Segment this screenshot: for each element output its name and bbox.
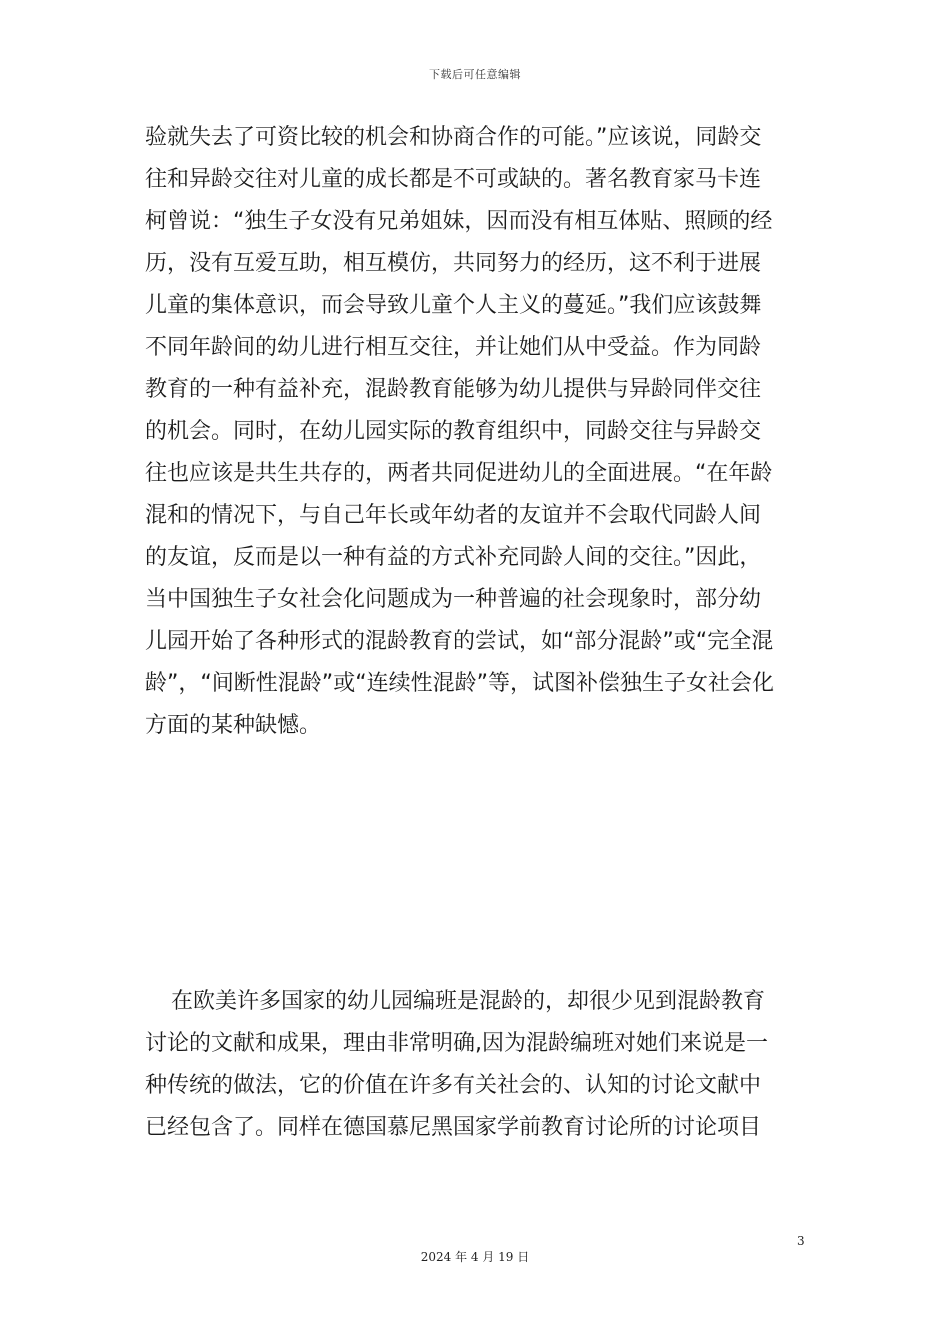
text-line: 龄”，“间断性混龄”或“连续性混龄”等，试图补偿独生子女社会化	[145, 671, 774, 696]
text-line: 历，没有互爱互助，相互模仿，共同努力的经历，这不利于进展	[145, 251, 762, 276]
text-line: 教育的一种有益补充，混龄教育能够为幼儿提供与异龄同伴交往	[145, 377, 762, 402]
text-line: 在欧美许多国家的幼儿园编班是混龄的，却很少见到混龄教育	[171, 989, 766, 1014]
text-line: 儿园开始了各种形式的混龄教育的尝试，如“部分混龄”或“完全混	[145, 629, 774, 654]
text-line: 种传统的做法，它的价值在许多有关社会的、认知的讨论文献中	[145, 1073, 762, 1098]
paragraph-2	[145, 981, 805, 1149]
text-line: 儿童的集体意识，而会导致儿童个人主义的蔓延。”我们应该鼓舞	[145, 293, 762, 318]
text-line: 往和异龄交往对儿童的成长都是不可或缺的。著名教育家马卡连	[145, 167, 762, 192]
text-line: 混和的情况下，与自己年长或年幼者的友谊并不会取代同龄人间	[145, 503, 762, 528]
page-number: 3	[797, 1234, 805, 1248]
text-line: 方面的某种缺憾。	[145, 713, 322, 738]
text-line: 柯曾说：“独生子女没有兄弟姐妹，因而没有相互体贴、照顾的经	[145, 209, 773, 234]
page-header: 下载后可任意编辑	[429, 68, 521, 81]
page-footer-date: 2024 年 4 月 19 日	[420, 1250, 530, 1264]
text-line: 的机会。同时，在幼儿园实际的教育组织中，同龄交往与异龄交	[145, 419, 762, 444]
text-line: 已经包含了。同样在德国慕尼黑国家学前教育讨论所的讨论项目	[145, 1115, 762, 1140]
text-line: 当中国独生子女社会化问题成为一种普遍的社会现象时，部分幼	[145, 587, 762, 612]
paragraph-1	[145, 117, 805, 747]
text-line: 的友谊，反而是以一种有益的方式补充同龄人间的交往。”因此，	[145, 545, 762, 570]
text-line: 验就失去了可资比较的机会和协商合作的可能。”应该说，同龄交	[145, 125, 762, 150]
text-line: 讨论的文献和成果，理由非常明确,因为混龄编班对她们来说是一	[145, 1031, 768, 1056]
text-line: 往也应该是共生共存的，两者共同促进幼儿的全面进展。“在年龄	[145, 461, 773, 486]
text-line: 不同年龄间的幼儿进行相互交往，并让她们从中受益。作为同龄	[145, 335, 762, 360]
